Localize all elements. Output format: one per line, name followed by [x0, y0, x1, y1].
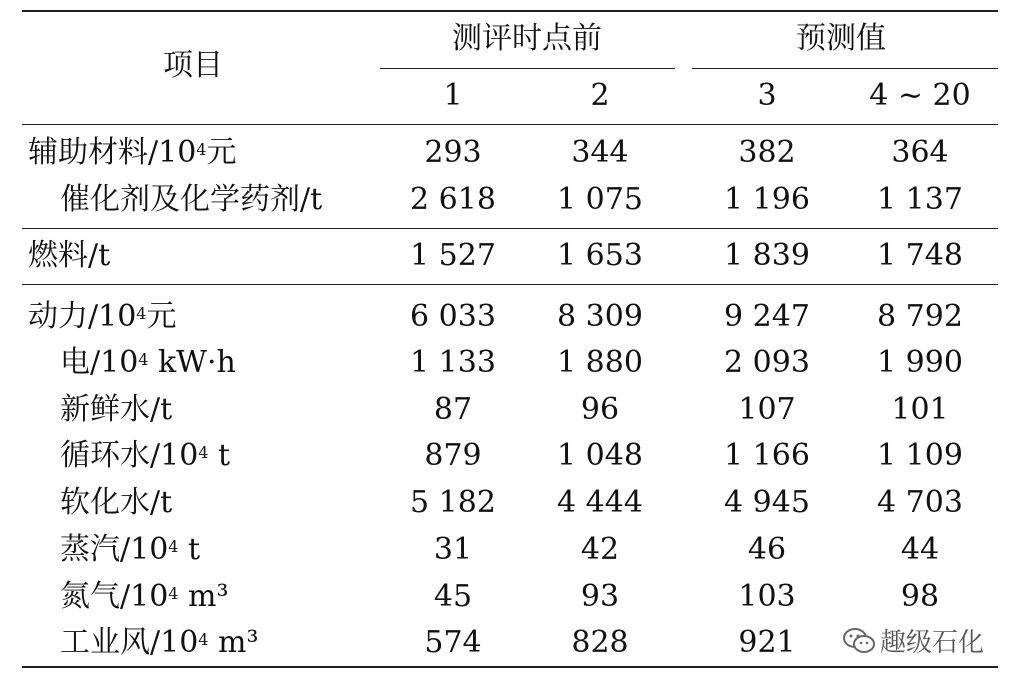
row-label-text: 工业风/10 [60, 625, 199, 660]
table-cell: 8 792 [877, 299, 963, 334]
row-label-unit: m³ [178, 579, 229, 614]
table-cell: 98 [900, 579, 940, 614]
table-cell: 4 703 [877, 485, 963, 520]
group-rule-before [380, 68, 675, 69]
table-cell: 4 945 [724, 485, 810, 520]
header-item-label: 项目 [163, 48, 223, 83]
row-label-unit: kW·h [148, 345, 236, 380]
row-label-sup: 4 [136, 304, 147, 323]
watermark [842, 622, 984, 659]
row-label [60, 483, 172, 523]
row-label-text: 催化剂及化学药剂/t [60, 182, 323, 217]
table-cell: 879 [424, 438, 482, 473]
bottom-rule [22, 666, 998, 668]
row-label-text: 氮气/10 [60, 579, 169, 614]
table-cell: 31 [433, 532, 473, 567]
row-label-sup: 4 [198, 630, 209, 649]
header-period: 4 ~ 20 [869, 78, 971, 113]
table-cell: 2 093 [724, 345, 810, 380]
table-cell: 45 [433, 579, 473, 614]
row-label [60, 180, 322, 220]
row-label-text: 循环水/10 [60, 438, 199, 473]
table-cell: 103 [738, 579, 796, 614]
row-label [60, 530, 200, 570]
table-cell: 382 [738, 135, 796, 170]
table-cell: 1 196 [724, 182, 810, 217]
table-cell: 1 133 [410, 345, 496, 380]
table-cell: 344 [571, 135, 629, 170]
table-cell: 1 048 [557, 438, 643, 473]
header-period: 1 [443, 78, 463, 113]
table-cell: 1 166 [724, 438, 810, 473]
group-rule-forecast [692, 68, 998, 69]
table-cell: 1 880 [557, 345, 643, 380]
section-rule-2 [22, 284, 998, 285]
row-label [28, 297, 176, 337]
row-label-unit: 元 [206, 135, 237, 170]
table-cell: 96 [580, 392, 620, 427]
header-period: 2 [590, 78, 610, 113]
row-label [60, 390, 172, 430]
table-cell: 828 [571, 625, 629, 660]
top-rule [22, 10, 998, 12]
row-label-text: 燃料/t [28, 238, 111, 273]
table-cell: 107 [738, 392, 796, 427]
row-label-sup: 4 [198, 443, 209, 462]
row-label-text: 辅助材料/10 [28, 135, 197, 170]
table-cell: 1 109 [877, 438, 963, 473]
row-label-sup: 4 [138, 350, 149, 369]
table-cell: 1 075 [557, 182, 643, 217]
table-cell: 1 748 [877, 238, 963, 273]
watermark-text: 趣级石化 [880, 628, 985, 658]
table-cell: 42 [580, 532, 620, 567]
row-label-unit: m³ [208, 625, 259, 660]
table-cell: 44 [900, 532, 940, 567]
table-cell: 364 [891, 135, 949, 170]
header-group-forecast: 预测值 [796, 21, 886, 56]
row-label [60, 343, 236, 383]
row-label-text: 动力/10 [28, 299, 137, 334]
table-cell: 2 618 [410, 182, 496, 217]
row-label [60, 577, 228, 617]
table-cell: 921 [738, 625, 796, 660]
table-cell: 9 247 [724, 299, 810, 334]
table-cell: 101 [891, 392, 949, 427]
row-label [28, 133, 236, 173]
row-label-text: 软化水/t [60, 485, 173, 520]
row-label [28, 236, 110, 276]
row-label-sup: 4 [168, 584, 179, 603]
table-cell: 93 [580, 579, 620, 614]
table-cell: 6 033 [410, 299, 496, 334]
table-cell: 46 [747, 532, 787, 567]
row-label-text: 新鲜水/t [60, 392, 173, 427]
table-cell: 1 653 [557, 238, 643, 273]
table-cell: 1 839 [724, 238, 810, 273]
table-cell: 5 182 [410, 485, 496, 520]
table-cell: 1 990 [877, 345, 963, 380]
row-label-unit: 元 [146, 299, 177, 334]
row-label-sup: 4 [168, 537, 179, 556]
table-cell: 1 527 [410, 238, 496, 273]
table-cell: 293 [424, 135, 482, 170]
row-label-text: 蒸汽/10 [60, 532, 169, 567]
row-label-sup: 4 [196, 140, 207, 159]
header-bottom-rule [22, 124, 998, 125]
row-label-unit: t [178, 532, 201, 567]
table-cell: 8 309 [557, 299, 643, 334]
row-label-text: 电/10 [60, 345, 139, 380]
header-group-before: 测评时点前 [452, 21, 602, 56]
wechat-icon [842, 627, 876, 655]
table-cell: 574 [424, 625, 482, 660]
section-rule-1 [22, 228, 998, 229]
row-label-unit: t [208, 438, 231, 473]
table-cell: 87 [433, 392, 473, 427]
table-cell: 1 137 [877, 182, 963, 217]
header-period: 3 [757, 78, 777, 113]
row-label [60, 623, 258, 663]
table-cell: 4 444 [557, 485, 643, 520]
row-label [60, 436, 230, 476]
